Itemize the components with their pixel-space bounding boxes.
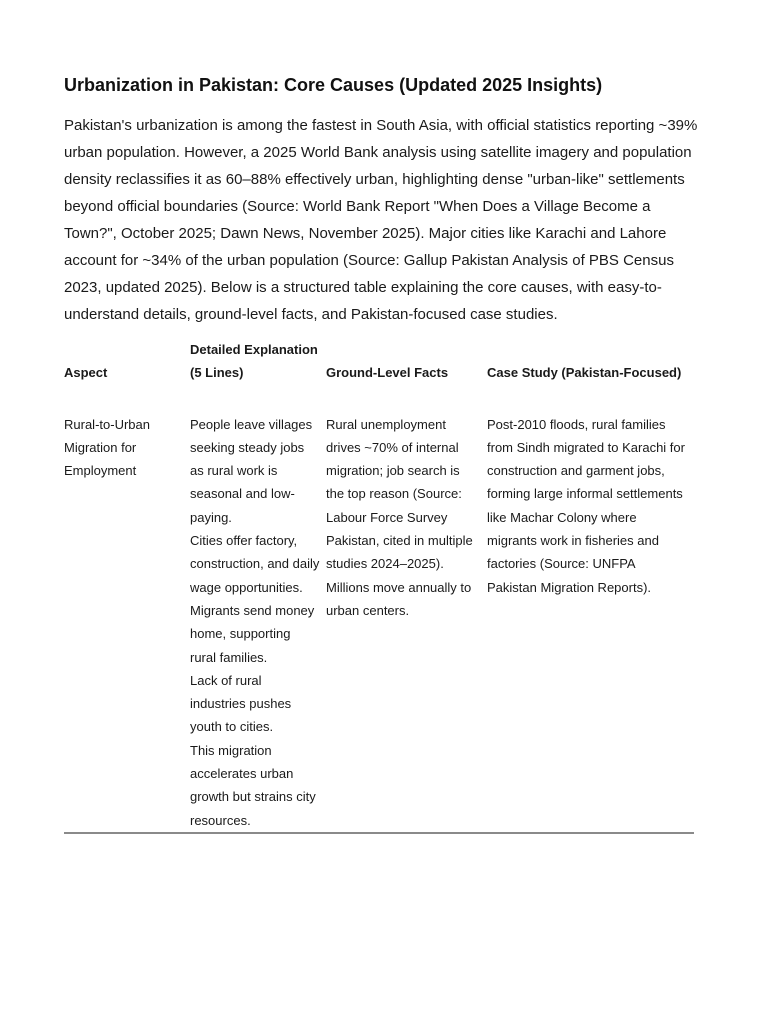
explanation-line: Cities offer factory, construction, and daily wage opportunities. — [190, 533, 320, 595]
explanation-line: People leave villages seeking steady jobs as rural work is seasonal and low-paying. — [190, 416, 313, 525]
facts-line: Millions move annually to urban centers. — [326, 579, 472, 618]
article — [64, 72, 700, 834]
explanation-line: Migrants send money home, supporting rural families. — [190, 602, 315, 665]
causes-table — [64, 338, 694, 834]
explanation-line: Lack of rural industries pushes youth to cities. — [190, 672, 292, 735]
header-case-study: Case Study (Pakistan-Focused) — [487, 365, 682, 381]
header-facts: Ground-Level Facts — [326, 365, 449, 381]
article-title: Urbanization in Pakistan: Core Causes (Updated 2025 Insights) — [64, 75, 603, 95]
header-aspect: Aspect — [64, 365, 108, 381]
header-explanation: Detailed Explanation (5 Lines) — [190, 342, 318, 381]
cell-aspect: Rural-to-Urban Migration for Employment — [64, 416, 150, 479]
explanation-line: This migration accelerates urban growth but strains city resources. — [190, 742, 316, 828]
intro-paragraph: Pakistan's urbanization is among the fastest in South Asia, with official statistics reporting ~39% urban population. However, a 2025 World Bank analysis using satellite imagery and population density reclassifies it as 60–88% effectively urban, highlighting dense "urban-like" settlements beyond official boundaries (Source: World Bank Report "When Does a Village Become a Town?", October 2025; Dawn News, November 2025). Major cities like Karachi and Lahore account for ~34% of the urban population (Source: Gallup Pakistan Analysis of PBS Census 2023, updated 2025). Below is a structured table explaining the core causes, with easy-to-understand details, ground-level facts, and Pakistan-focused case studies. — [64, 117, 698, 323]
cell-case-study: Post-2010 floods, rural families from Sindh migrated to Karachi for construction and garment jobs, forming large informal settlements like Machar Colony where migrants work in fisheries and factories (Source: UNFPA Pakistan Migration Reports). — [487, 416, 685, 595]
facts-line: Rural unemployment drives ~70% of internal migration; job search is the top reason (Source: Labour Force Survey Pakistan, cited in multiple studies 2024–2025). — [326, 416, 473, 572]
cell-facts — [326, 397, 487, 833]
table-row — [64, 397, 694, 833]
table-header-row — [64, 338, 694, 397]
cell-explanation — [190, 397, 326, 833]
